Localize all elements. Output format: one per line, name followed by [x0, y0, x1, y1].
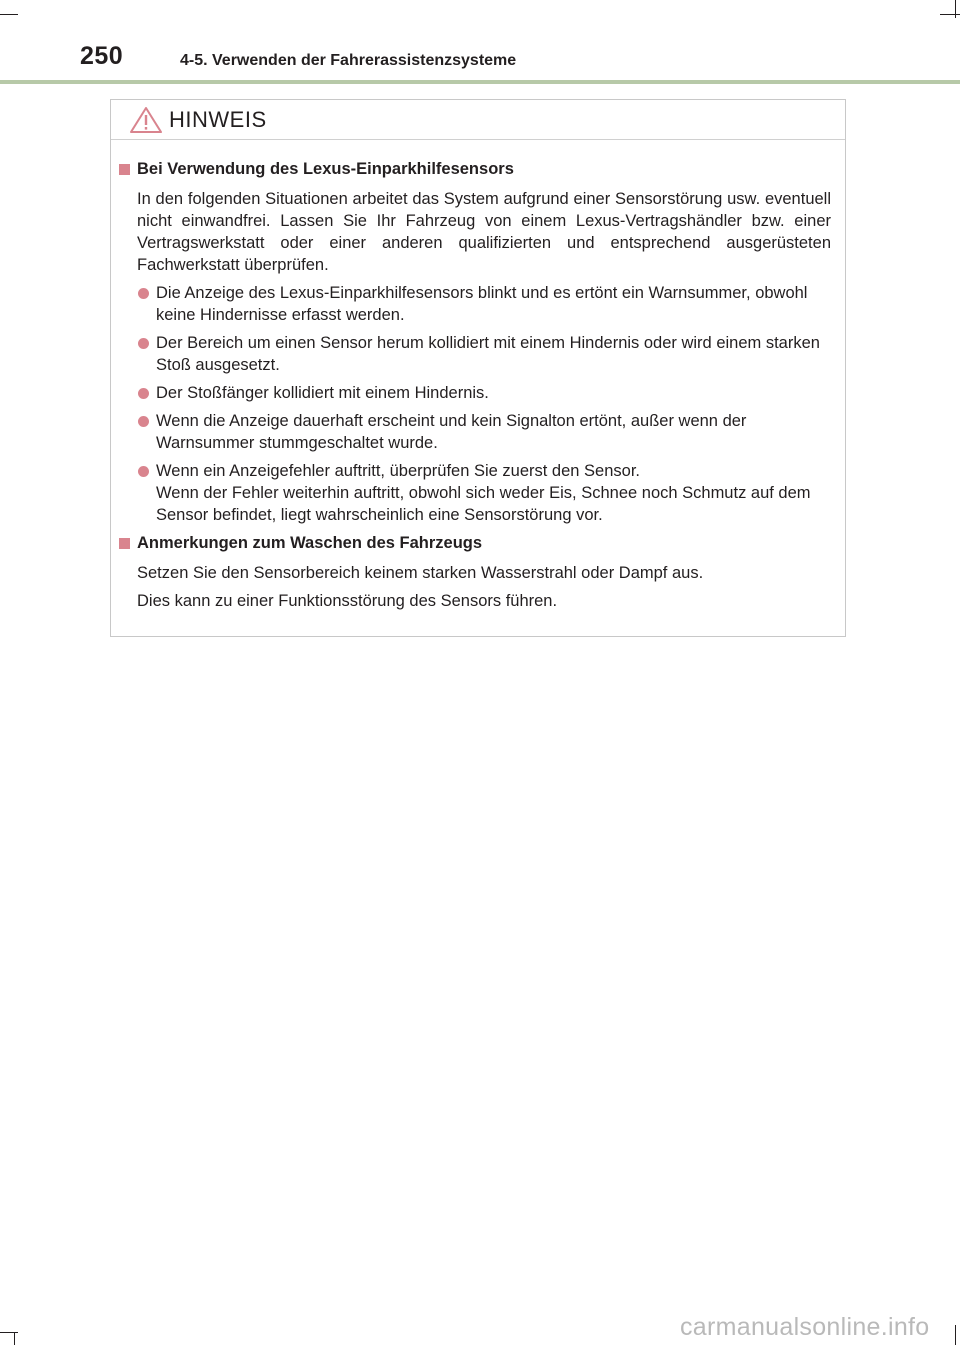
circle-bullet-icon	[138, 338, 149, 349]
warning-triangle-icon	[129, 106, 163, 134]
notice-body	[111, 140, 845, 612]
section-paragraph: Setzen Sie den Sensorbereich keinem starken Wasserstrahl oder Dampf aus.	[137, 564, 704, 582]
page-header	[0, 0, 960, 84]
bullet-list	[111, 282, 837, 526]
crop-mark	[14, 1332, 15, 1345]
notice-box	[110, 99, 846, 637]
square-bullet-icon	[119, 538, 130, 549]
circle-bullet-icon	[138, 416, 149, 427]
section-paragraph: Dies kann zu einer Funktionsstörung des Sensors führen.	[137, 592, 558, 610]
circle-bullet-icon	[138, 466, 149, 477]
list-item	[111, 410, 837, 454]
square-bullet-icon	[119, 164, 130, 175]
section-heading	[111, 532, 837, 554]
circle-bullet-icon	[138, 288, 149, 299]
watermark: carmanualsonline.info	[680, 1313, 930, 1341]
page-number: 250	[80, 42, 124, 70]
list-item-text: Die Anzeige des Lexus-Einparkhilfesensors blinkt und es ertönt ein Warnsummer, obwohl keine Hindernisse erfasst werden.	[156, 284, 808, 324]
list-item	[111, 332, 837, 376]
chapter-title: 4-5. Verwenden der Fahrerassistenzsysteme	[180, 52, 517, 69]
list-item	[111, 460, 837, 526]
list-item-text: Der Bereich um einen Sensor herum kollidiert mit einem Hindernis oder wird einem starken Stoß ausgesetzt.	[156, 334, 820, 374]
list-item-text: Der Stoßfänger kollidiert mit einem Hindernis.	[156, 384, 489, 402]
list-item	[111, 382, 837, 404]
list-item-text: Wenn ein Anzeigefehler auftritt, überprüfen Sie zuerst den Sensor.	[156, 462, 640, 480]
crop-mark	[955, 1325, 956, 1345]
list-item	[111, 282, 837, 326]
notice-title: HINWEIS	[169, 107, 267, 132]
section-intro: In den folgenden Situationen arbeitet das System aufgrund einer Sensorstörung usw. eventuell nicht einwandfrei. Lassen Sie Ihr Fahrzeug von einem Lexus-Vertragshändler bzw. einer Vertragswerkstatt oder einer anderen qualifizierten und entsprechend ausgerüsteten Fachwerkstatt überprüfen.	[137, 190, 831, 274]
notice-header	[111, 100, 845, 140]
circle-bullet-icon	[138, 388, 149, 399]
list-item-text: Wenn der Fehler weiterhin auftritt, obwohl sich weder Eis, Schnee noch Schmutz auf dem Sensor befindet, liegt wahrscheinlich eine Sensorstörung vor.	[156, 484, 811, 524]
section-heading	[111, 158, 837, 180]
section-heading-text: Bei Verwendung des Lexus-Einparkhilfesensors	[137, 160, 514, 178]
section-heading-text: Anmerkungen zum Waschen des Fahrzeugs	[137, 534, 483, 552]
header-rule	[0, 80, 960, 84]
crop-mark	[0, 1332, 18, 1333]
list-item-text: Wenn die Anzeige dauerhaft erscheint und kein Signalton ertönt, außer wenn der Warnsummer stummgeschaltet wurde.	[156, 412, 747, 452]
